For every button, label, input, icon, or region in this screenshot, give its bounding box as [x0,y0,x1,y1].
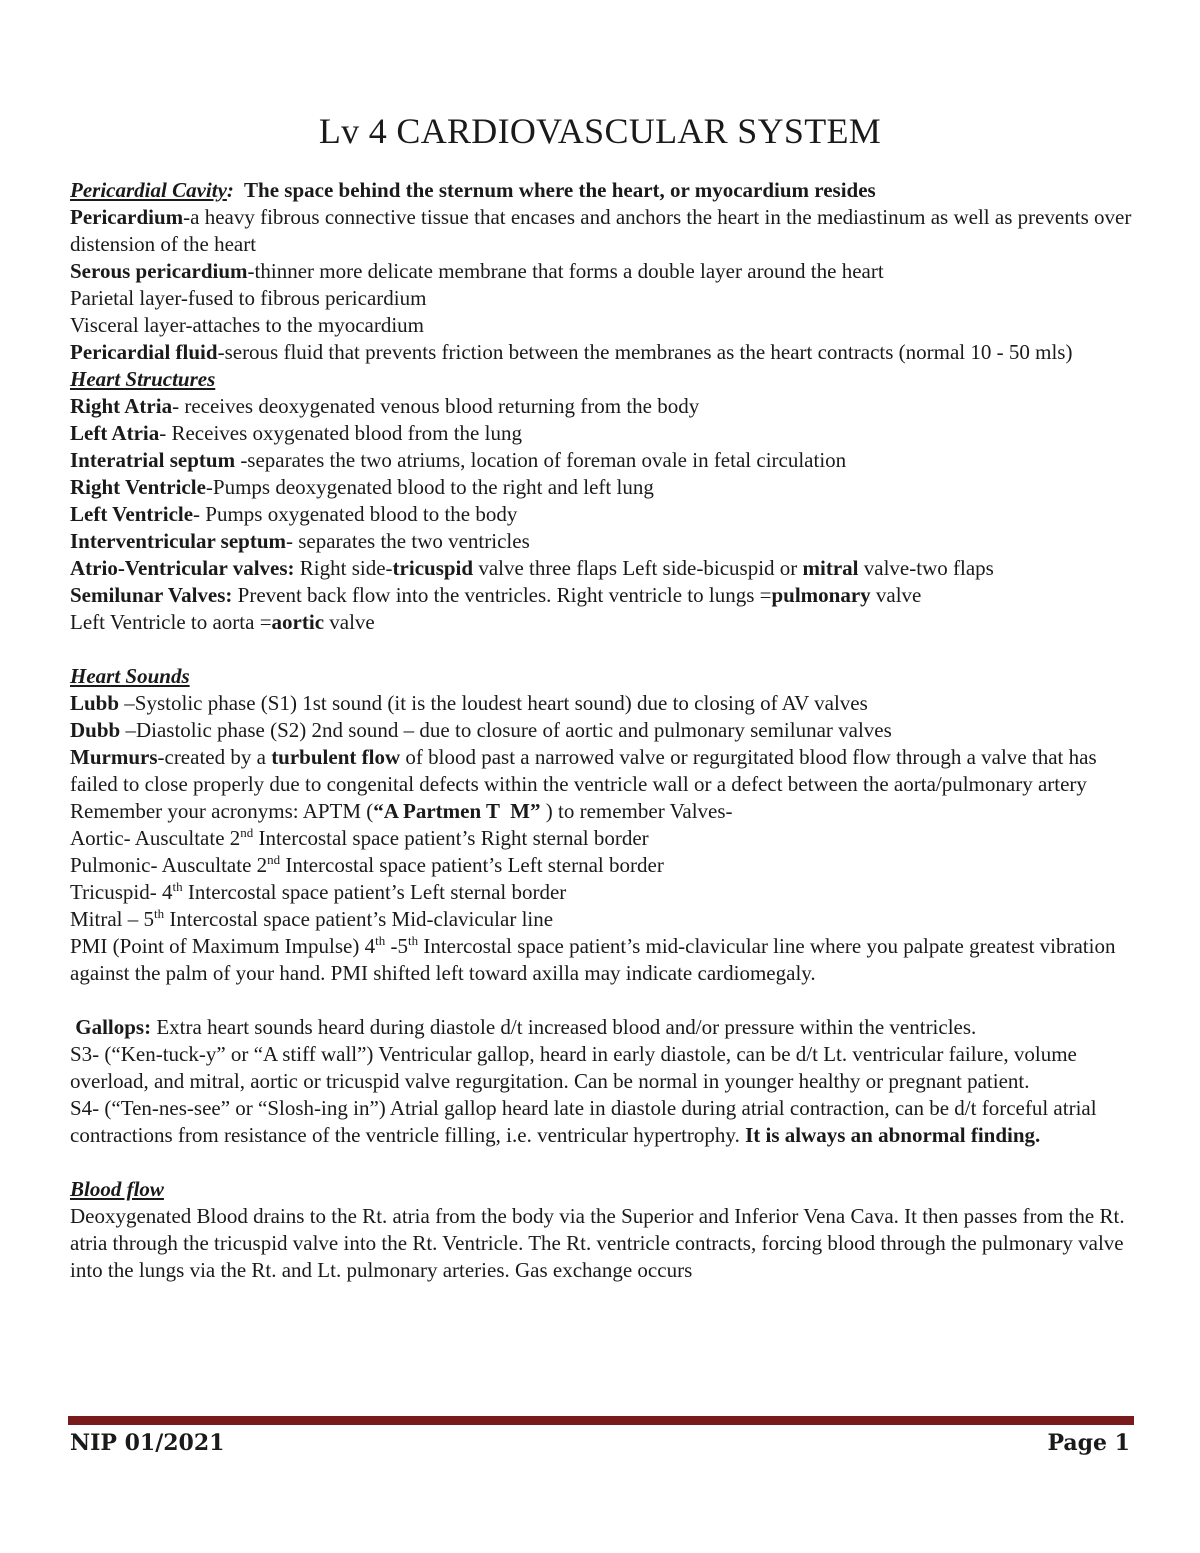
term: Right Atria [70,394,173,418]
term: Semilunar Valves: [70,583,233,607]
section-heading-pericardial-cavity: Pericardial Cavity [70,178,227,202]
page-title: Lv 4 CARDIOVASCULAR SYSTEM [318,111,882,151]
definition-interatrial-septum [70,447,1135,474]
footer-page-number: Page 1 [1047,1430,1130,1456]
pericardial-cavity-description: The space behind the sternum where the heart, or myocardium resides [233,178,876,202]
definition-right-atria [70,393,1135,420]
text-part: S4- (“Ten-nes-see” or “Slosh-ing in”) Atrial gallop heard late in diastole during atrial contraction, can be d/t forceful atrial contractions from resistance of the ventricle filling, i.e. ventricular hypertrophy. [70,1096,1097,1147]
text-part: Intercostal space patient’s Mid-clavicular line [164,907,554,931]
text-part: Intercostal space patient’s Left sternal border [280,853,664,877]
text-part: Intercostal space patient’s Right sternal border [253,826,649,850]
definition-part: valve-two flaps [858,556,994,580]
section-heart-structures [70,366,1135,393]
term: Lubb [70,691,120,715]
definition: - Pumps oxygenated blood to the body [193,502,518,526]
definition-interventricular-septum [70,528,1135,555]
definition: Extra heart sounds heard during diastole d/t increased blood and/or pressure within the ventricles. [151,1015,977,1039]
term: Interventricular septum [70,529,286,553]
definition-part: Right side- [294,556,393,580]
auscultation-aortic [70,825,1135,852]
definition: -Pumps deoxygenated blood to the right and left lung [205,475,654,499]
term: Left Atria [70,421,160,445]
document-body [70,177,1135,1284]
spacer [70,987,1135,1014]
ordinal-suffix: th [172,879,183,894]
bold-term-tricuspid: tricuspid [392,556,474,580]
definition: - receives deoxygenated venous blood returning from the body [172,394,700,418]
section-heart-sounds [70,663,1135,690]
spacer [70,1149,1135,1176]
definition-part: -created by a [157,745,272,769]
bold-term-pulmonary: pulmonary [771,583,871,607]
ordinal-suffix: th [407,933,419,948]
term: Murmurs [70,745,158,769]
definition-pericardium [70,204,1135,258]
text-part: ) to remember Valves- [540,799,733,823]
definition: -separates the two atriums, location of foreman ovale in fetal circulation [235,448,847,472]
term: Pericardial fluid [70,340,218,364]
definition-part: valve three flaps Left side-bicuspid or [473,556,803,580]
text-part: Aortic- Auscultate 2 [70,826,241,850]
gallop-s4 [70,1095,1135,1149]
term: Dubb [70,718,121,742]
term: Interatrial septum [70,448,236,472]
definition-av-valves [70,555,1135,582]
definition-left-ventricle [70,501,1135,528]
visceral-layer: Visceral layer-attaches to the myocardium [70,313,424,337]
auscultation-mitral [70,906,1135,933]
text-part: Intercostal space patient’s Left sternal border [182,880,567,904]
section-heading-blood-flow: Blood flow [70,1177,164,1201]
definition-part: of blood past a narrowed valve or regurgitated blood flow through a valve that has failed to close properly due to congenital defects within the ventricle wall or a defect between the aorta/pulmonary artery [70,745,1097,796]
parietal-layer: Parietal layer-fused to fibrous pericardium [70,286,427,310]
term: Pericardium [70,205,184,229]
section-heading-heart-sounds: Heart Sounds [70,664,190,688]
acronym-line [70,798,1135,825]
definition-left-atria [70,420,1135,447]
text-part: Pulmonic- Auscultate 2 [70,853,268,877]
blood-flow-paragraph: Deoxygenated Blood drains to the Rt. atria from the body via the Superior and Inferior Vena Cava. It then passes from the Rt. atria through the tricuspid valve into the Rt. Ventricle. The Rt. ventricle contracts, forcing blood through the pulmonary valve into the lungs via the Rt. and Lt. pulmonary arteries. Gas exchange occurs [70,1204,1125,1282]
auscultation-pulmonic [70,852,1135,879]
definition-lubb [70,690,1135,717]
pmi-line [70,933,1135,987]
ordinal-suffix: nd [267,852,281,867]
definition-part: valve [870,583,922,607]
spacer [70,636,1135,663]
definition: –Diastolic phase (S2) 2nd sound – due to closure of aortic and pulmonary semilunar valves [120,718,892,742]
aortic-valve-line [70,609,1135,636]
definition: - Receives oxygenated blood from the lung [159,421,522,445]
term: Gallops: [75,1015,152,1039]
text-part: Tricuspid- 4 [70,880,173,904]
term: Left Ventricle [70,502,194,526]
footer-rule [68,1416,1134,1425]
auscultation-tricuspid [70,879,1135,906]
pericardial-cavity-line [70,177,1135,204]
text-part: Remember your acronyms: APTM ( [70,799,374,823]
ordinal-suffix: th [375,933,386,948]
definition-semilunar-valves [70,582,1135,609]
heading-colon: : [226,178,234,202]
definition-right-ventricle [70,474,1135,501]
bold-abnormal-finding: It is always an abnormal finding. [745,1123,1041,1147]
ordinal-suffix: nd [240,825,254,840]
definition-part: Left Ventricle to aorta = [70,610,272,634]
section-heading-heart-structures: Heart Structures [70,367,216,391]
text-part: PMI (Point of Maximum Impulse) 4 [70,934,376,958]
definition: - separates the two ventricles [286,529,530,553]
definition-gallops [70,1014,1135,1041]
term: Right Ventricle [70,475,206,499]
definition: -a heavy fibrous connective tissue that encases and anchors the heart in the mediastinum as well as prevents over distension of the heart [70,205,1132,256]
definition-serous-pericardium [70,258,1135,285]
definition: -serous fluid that prevents friction between the membranes as the heart contracts (normal 10 - 50 mls) [217,340,1073,364]
bold-term-aortic: aortic [271,610,325,634]
definition-murmurs [70,744,1135,798]
definition: –Systolic phase (S1) 1st sound (it is the loudest heart sound) due to closing of AV valves [119,691,868,715]
footer-document-id: NIP 01/2021 [70,1430,225,1456]
acronym-bold: “A Partmen T M” [373,799,541,823]
definition-part: valve [324,610,375,634]
term: Serous pericardium [70,259,248,283]
definition-pericardial-fluid [70,339,1135,366]
definition: -thinner more delicate membrane that forms a double layer around the heart [247,259,884,283]
text-part: Mitral – 5 [70,907,154,931]
gallop-s3: S3- (“Ken-tuck-y” or “A stiff wall”) Ventricular gallop, heard in early diastole, can be d/t Lt. ventricular failure, volume overload, and mitral, aortic or tricuspid valve regurgitation. Can be normal in younger healthy or pregnant patient. [70,1042,1077,1093]
text-part: -5 [385,934,408,958]
definition-part: Prevent back flow into the ventricles. Right ventricle to lungs = [232,583,772,607]
bold-term-turbulent-flow: turbulent flow [271,745,401,769]
section-blood-flow [70,1176,1135,1203]
ordinal-suffix: th [154,906,165,921]
term: Atrio-Ventricular valves: [70,556,295,580]
bold-term-mitral: mitral [802,556,859,580]
definition-dubb [70,717,1135,744]
text-part: Intercostal space patient’s mid-clavicular line where you palpate greatest vibration against the palm of your hand. PMI shifted left toward axilla may indicate cardiomegaly. [70,934,1116,985]
